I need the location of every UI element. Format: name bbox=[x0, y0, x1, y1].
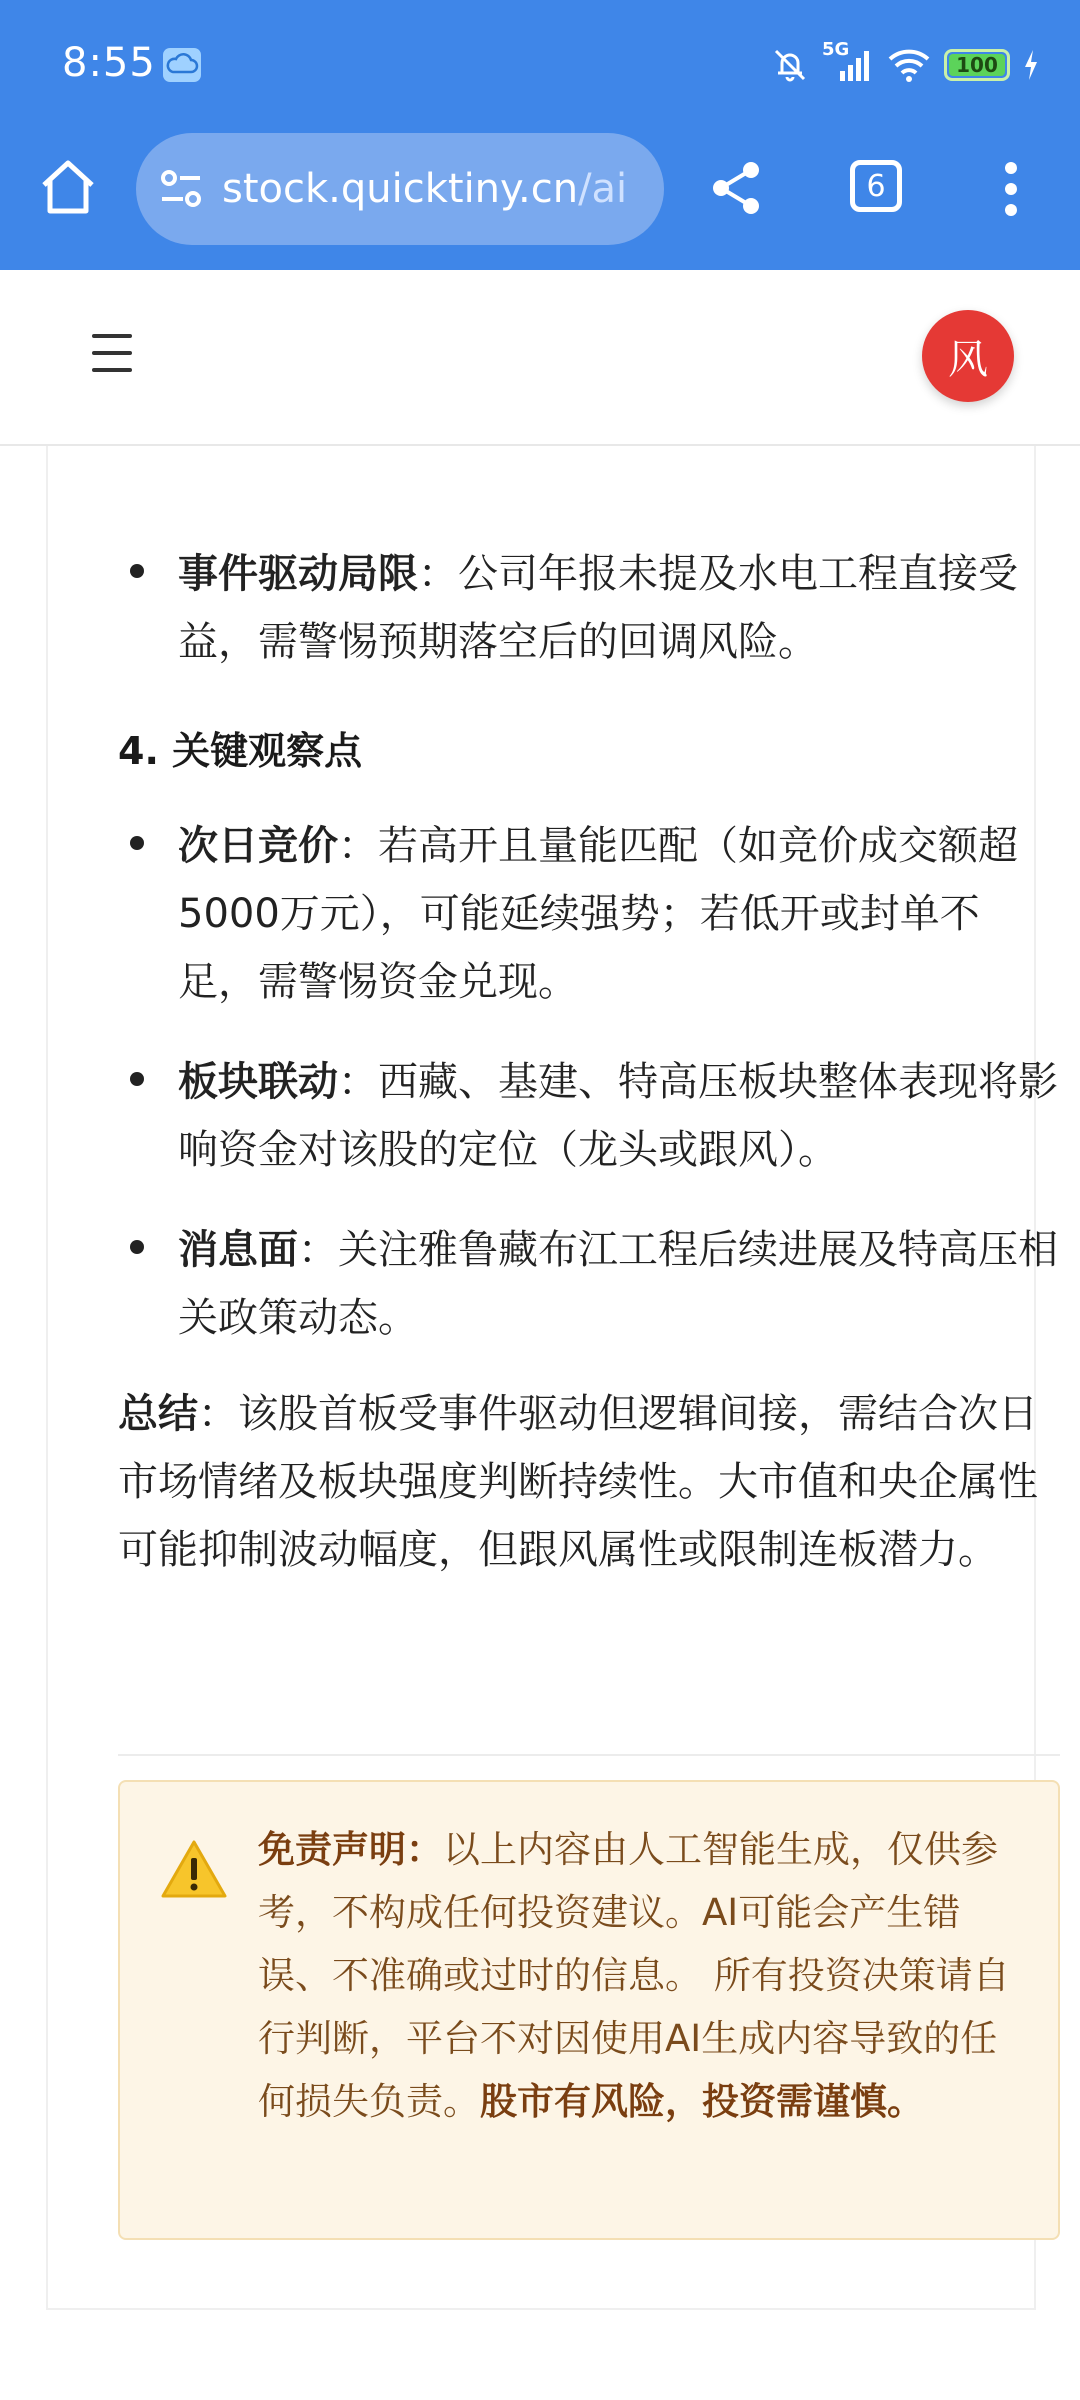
divider bbox=[118, 1754, 1060, 1756]
browser-toolbar bbox=[0, 130, 1080, 270]
bullet-dot bbox=[130, 564, 144, 578]
home-button[interactable] bbox=[36, 155, 100, 219]
summary-body: ：该股首板受事件驱动但逻辑间接，需结合次日市场情绪及板块强度判断持续性。大市值和央企属性可能抑制波动幅度，但跟风属性或限制连板潜力。 bbox=[118, 1391, 1038, 1573]
url-path: /ai bbox=[578, 166, 628, 212]
home-icon bbox=[36, 155, 100, 219]
article-card bbox=[46, 380, 1058, 2310]
more-vert-icon bbox=[996, 160, 1026, 218]
list-item-text bbox=[178, 540, 1058, 676]
disclaimer-warning: 股市有风险，投资需谨慎。 bbox=[480, 2080, 924, 2123]
list-item-body: ：西藏、基建、特高压板块整体表现将影响资金对该股的定位（龙头或跟风）。 bbox=[178, 1059, 1058, 1173]
url-text bbox=[222, 166, 627, 212]
overflow-menu-button[interactable] bbox=[996, 160, 1026, 218]
list-item-body: ：若高开且量能匹配（如竞价成交额超5000万元），可能延续强势；若低开或封单不足，需警惕资金兑现。 bbox=[178, 823, 1018, 1005]
bullet-dot bbox=[130, 1240, 144, 1254]
avatar[interactable]: 风 bbox=[922, 310, 1014, 402]
list-item-text bbox=[178, 1048, 1058, 1184]
disclaimer-body: 以上内容由人工智能生成，仅供参考，不构成任何投资建议。AI可能会产生错误、不准确或过时的信息。 所有投资决策请自行判断，平台不对因使用AI生成内容导致的任何损失负责。 bbox=[258, 1828, 1010, 2123]
bullet-dot bbox=[130, 1072, 144, 1086]
summary-paragraph bbox=[118, 1380, 1058, 1584]
network-label: 5G bbox=[822, 39, 850, 60]
share-button[interactable] bbox=[706, 158, 766, 218]
section-heading: 4. 关键观察点 bbox=[118, 729, 363, 773]
battery-icon bbox=[944, 49, 1010, 81]
cloud-icon bbox=[163, 48, 201, 82]
browser-chrome bbox=[0, 0, 1080, 270]
list-item-body: ：公司年报未提及水电工程直接受益，需警惕预期落空后的回调风险。 bbox=[178, 551, 1018, 665]
list-item-body: ：关注雅鲁藏布江工程后续进展及特高压相关政策动态。 bbox=[178, 1227, 1058, 1341]
site-settings-icon[interactable] bbox=[156, 163, 208, 215]
url-domain: stock.quicktiny.cn bbox=[222, 166, 579, 212]
list-item-title: 消息面 bbox=[178, 1227, 298, 1273]
share-icon bbox=[706, 158, 766, 218]
list-item-text bbox=[178, 812, 1058, 1016]
status-time: 8:55 bbox=[62, 40, 156, 86]
signal-5g-icon bbox=[822, 39, 874, 85]
charging-icon bbox=[1022, 48, 1040, 82]
list-item-title: 板块联动 bbox=[178, 1059, 338, 1105]
status-bar bbox=[0, 0, 1080, 130]
mute-bell-icon bbox=[770, 45, 810, 85]
bullet-dot bbox=[130, 836, 144, 850]
battery-level: 100 bbox=[956, 53, 998, 77]
warning-icon bbox=[160, 1838, 228, 1900]
list-item-title: 次日竞价 bbox=[178, 823, 338, 869]
address-bar[interactable] bbox=[136, 133, 664, 245]
summary-title: 总结 bbox=[118, 1391, 198, 1437]
tab-switcher-button[interactable]: 6 bbox=[850, 160, 902, 212]
disclaimer-text bbox=[258, 1818, 1028, 2133]
site-header bbox=[0, 270, 1080, 446]
disclaimer-box bbox=[118, 1780, 1060, 2240]
list-item-title: 事件驱动局限 bbox=[178, 551, 418, 597]
status-icons bbox=[770, 40, 1040, 90]
menu-icon[interactable] bbox=[92, 334, 132, 372]
disclaimer-title: 免责声明： bbox=[258, 1828, 443, 1871]
list-item-text bbox=[178, 1216, 1058, 1352]
wifi-icon bbox=[886, 45, 932, 85]
